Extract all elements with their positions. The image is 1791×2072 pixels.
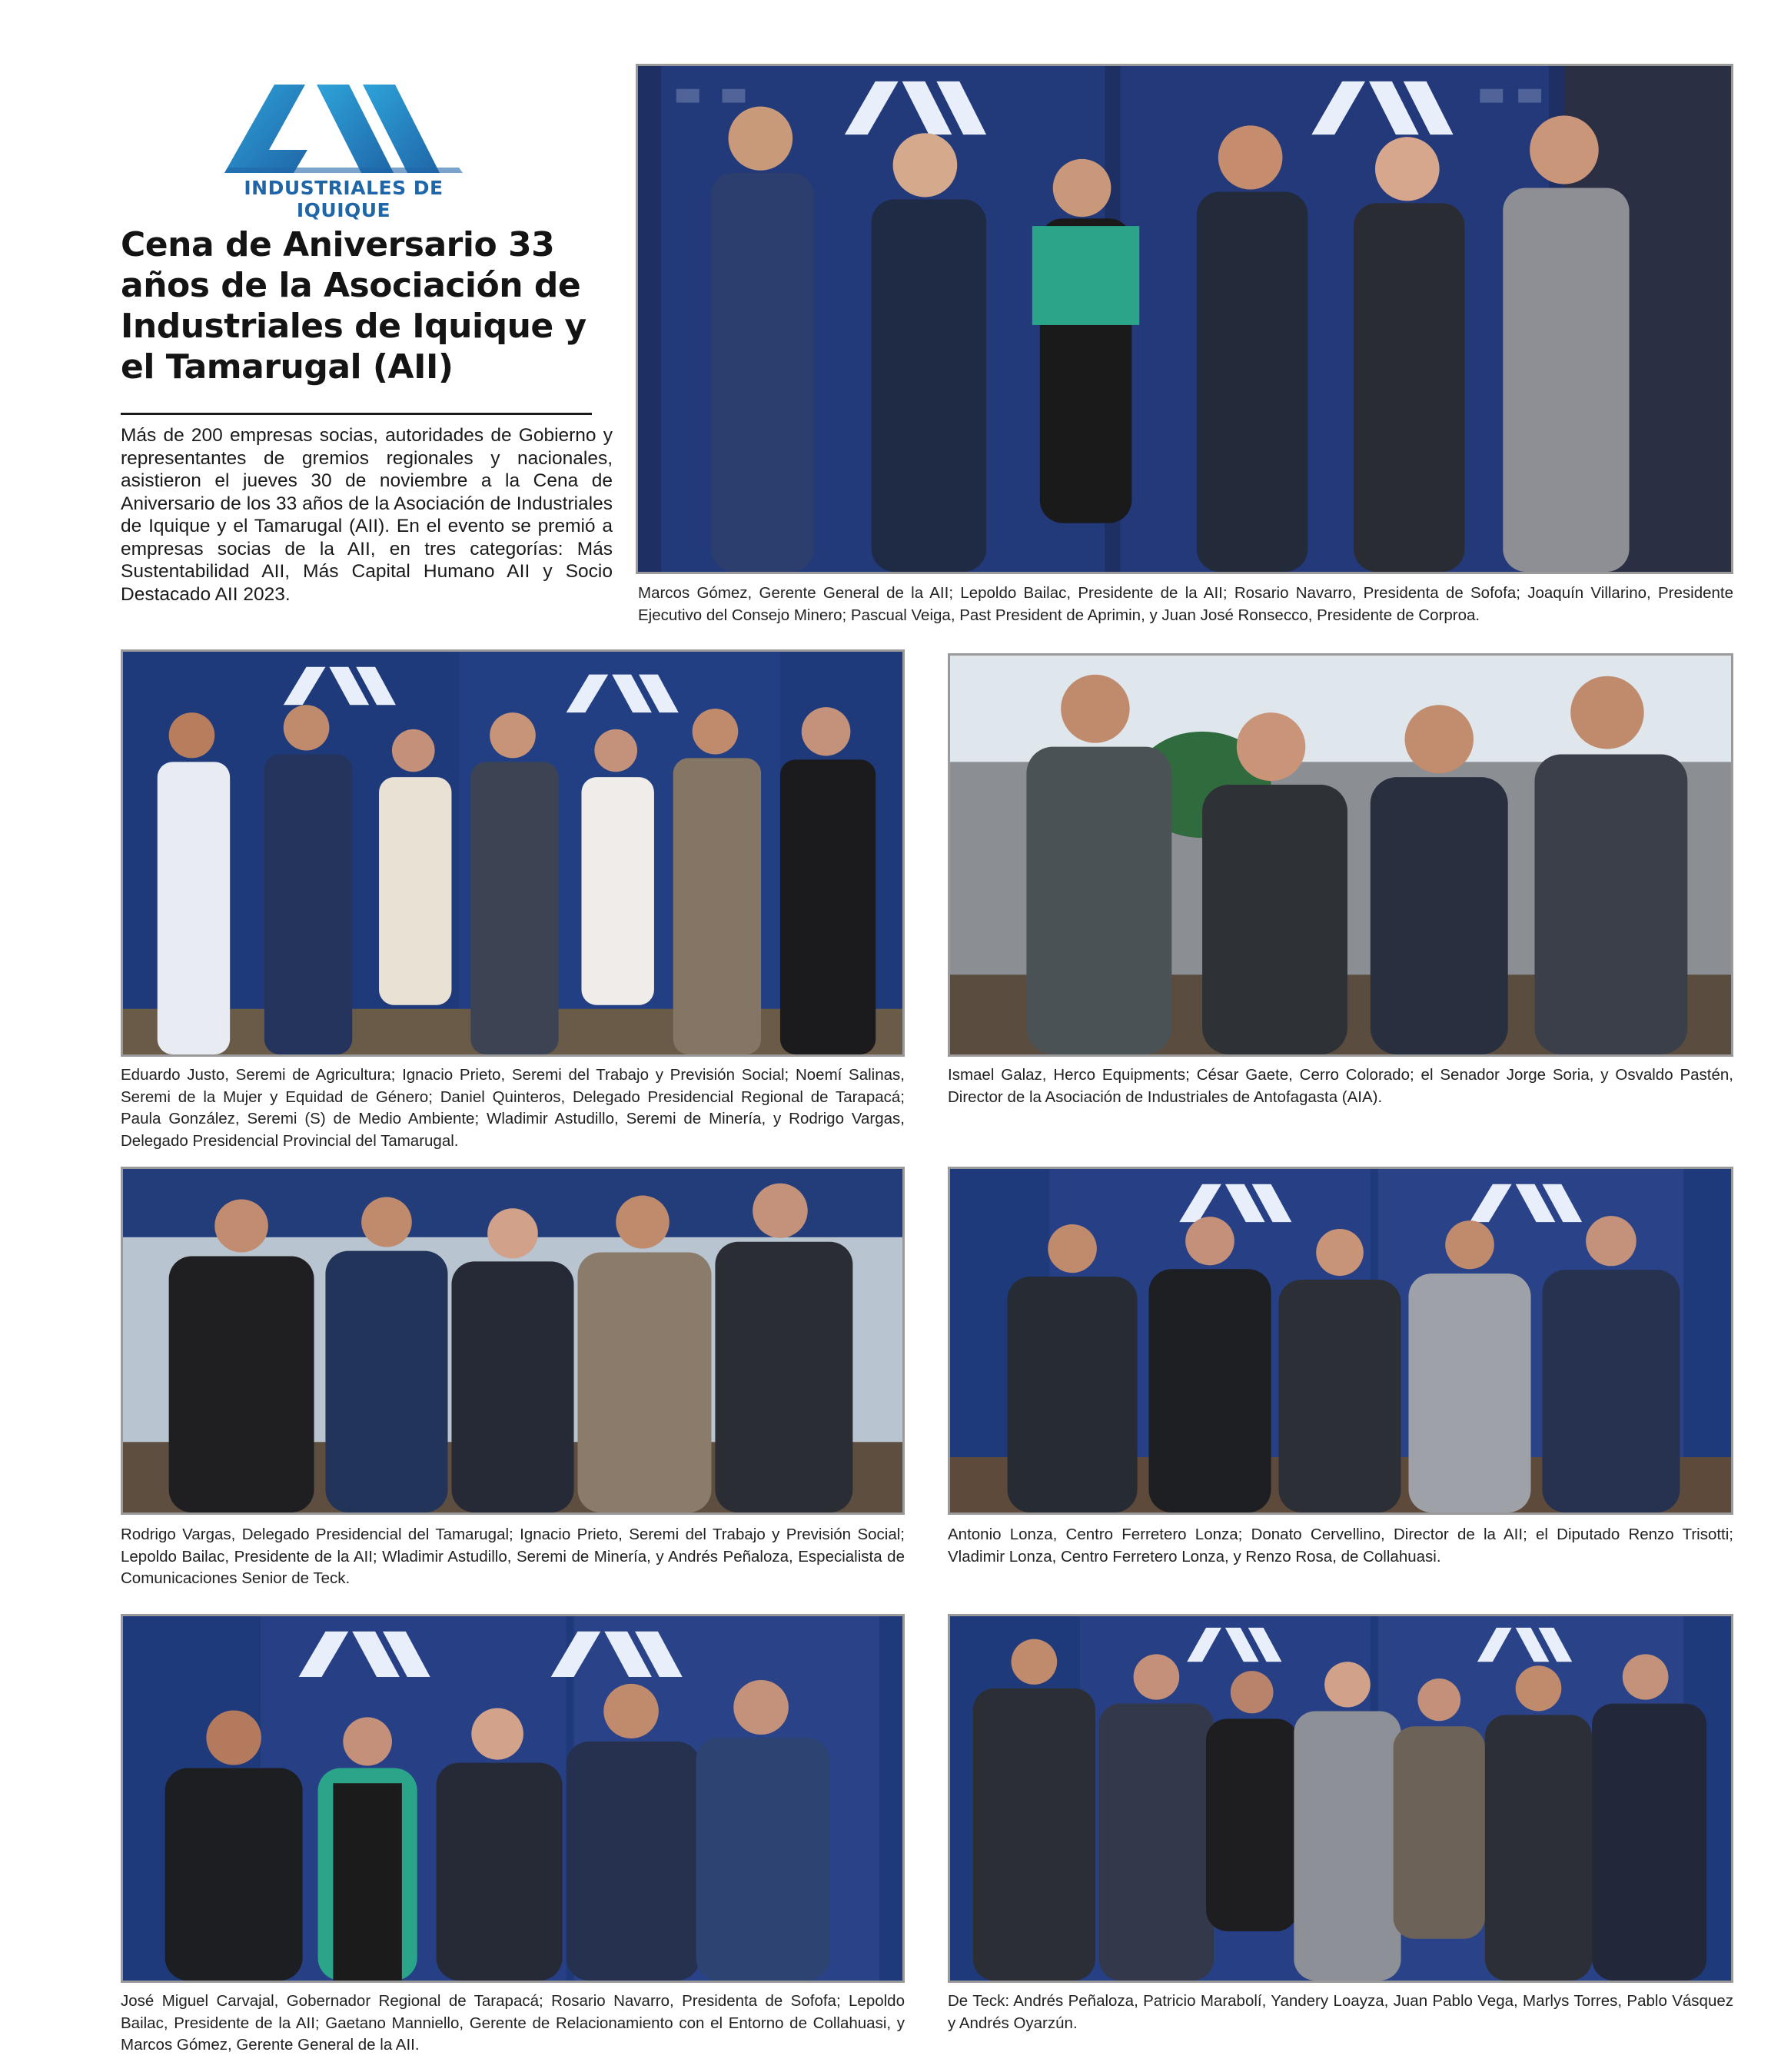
event-photo-2 — [121, 649, 905, 1057]
aii-logo — [217, 77, 470, 221]
article-headline: Cena de Aniversario 33 años de la Asociación de Industriales de Iquique y el Tamarugal (AII) — [121, 225, 586, 387]
event-photo-3 — [948, 653, 1733, 1057]
photo-3-image — [950, 656, 1731, 1054]
photo-7-image — [950, 1616, 1731, 1981]
article-intro: Más de 200 empresas socias, autoridades de Gobierno y representantes de gremios regionales y nacionales, asistieron el jueves 30 de noviembre a la Cena de Aniversario de los 33 años de la Asociación de Industriales de Iquique y el Tamarugal (AII). En el evento se premió a empresas socias de la AII, en tres categorías: Más Sustentabilidad AII, Más Capital Humano AII y Socio Destacado AII 2023. — [121, 425, 613, 605]
photo-1-image — [638, 66, 1731, 572]
event-photo-7 — [948, 1614, 1733, 1983]
photo-6-caption: José Miguel Carvajal, Gobernador Regional de Tarapacá; Rosario Navarro, Presidenta de Sofofa; Lepoldo Bailac, Presidente de la AII; Gaetano Manniello, Gerente de Relacionamiento con el Entorno de Collahuasi, y Marcos Gómez, Gerente General de la AII. — [121, 1992, 905, 2054]
photo-5-image — [950, 1169, 1731, 1512]
photo-5-caption: Antonio Lonza, Centro Ferretero Lonza; Donato Cervellino, Director de la AII; el Diputado Renzo Trisotti; Vladimir Lonza, Centro Ferretero Lonza, y Renzo Rosa, de Collahuasi. — [948, 1526, 1733, 1566]
event-photo-6 — [121, 1614, 905, 1983]
photo-4-caption: Rodrigo Vargas, Delegado Presidencial del Tamarugal; Ignacio Prieto, Seremi del Trabajo y Previsión Social; Lepoldo Bailac, Presidente de la AII; Wladimir Astudillo, Seremi de Minería, y Andrés Peñaloza, Especialista de Comunicaciones Senior de Teck. — [121, 1526, 905, 1587]
photo-4-image — [123, 1169, 902, 1512]
photo-2-image — [123, 652, 902, 1054]
event-photo-5 — [948, 1167, 1733, 1515]
photo-1-caption: Marcos Gómez, Gerente General de la AII; Lepoldo Bailac, Presidente de la AII; Rosario Navarro, Presidenta de Sofofa; Joaquín Villarino, Presidente Ejecutivo del Consejo Minero; Pascual Veiga, Past President de Aprimin, y Juan José Ronsecco, Presidente de Corproa. — [638, 584, 1733, 624]
headline-divider — [121, 413, 592, 415]
event-photo-1 — [636, 64, 1733, 574]
logo-wordmark: INDUSTRIALES DE IQUIQUE — [244, 177, 444, 221]
photo-7-caption: De Teck: Andrés Peñaloza, Patricio Marabolí, Yandery Loayza, Juan Pablo Vega, Marlys Torres, Pablo Vásquez y Andrés Oyarzún. — [948, 1992, 1733, 2032]
photo-2-caption: Eduardo Justo, Seremi de Agricultura; Ignacio Prieto, Seremi del Trabajo y Previsión Social; Noemí Salinas, Seremi de la Mujer y Equidad de Género; Daniel Quinteros, Delegado Presidencial Regional de Tarapacá; Paula González, Seremi (S) de Medio Ambiente; Wladimir Astudillo, Seremi de Minería, y Rodrigo Vargas, Delegado Presidencial Provincial del Tamarugal. — [121, 1066, 905, 1150]
event-photo-4 — [121, 1167, 905, 1515]
photo-6-image — [123, 1616, 902, 1981]
photo-3-caption: Ismael Galaz, Herco Equipments; César Gaete, Cerro Colorado; el Senador Jorge Soria, y Osvaldo Pastén, Director de la Asociación de Industriales de Antofagasta (AIA). — [948, 1066, 1733, 1106]
aii-logo-mark — [217, 77, 470, 177]
